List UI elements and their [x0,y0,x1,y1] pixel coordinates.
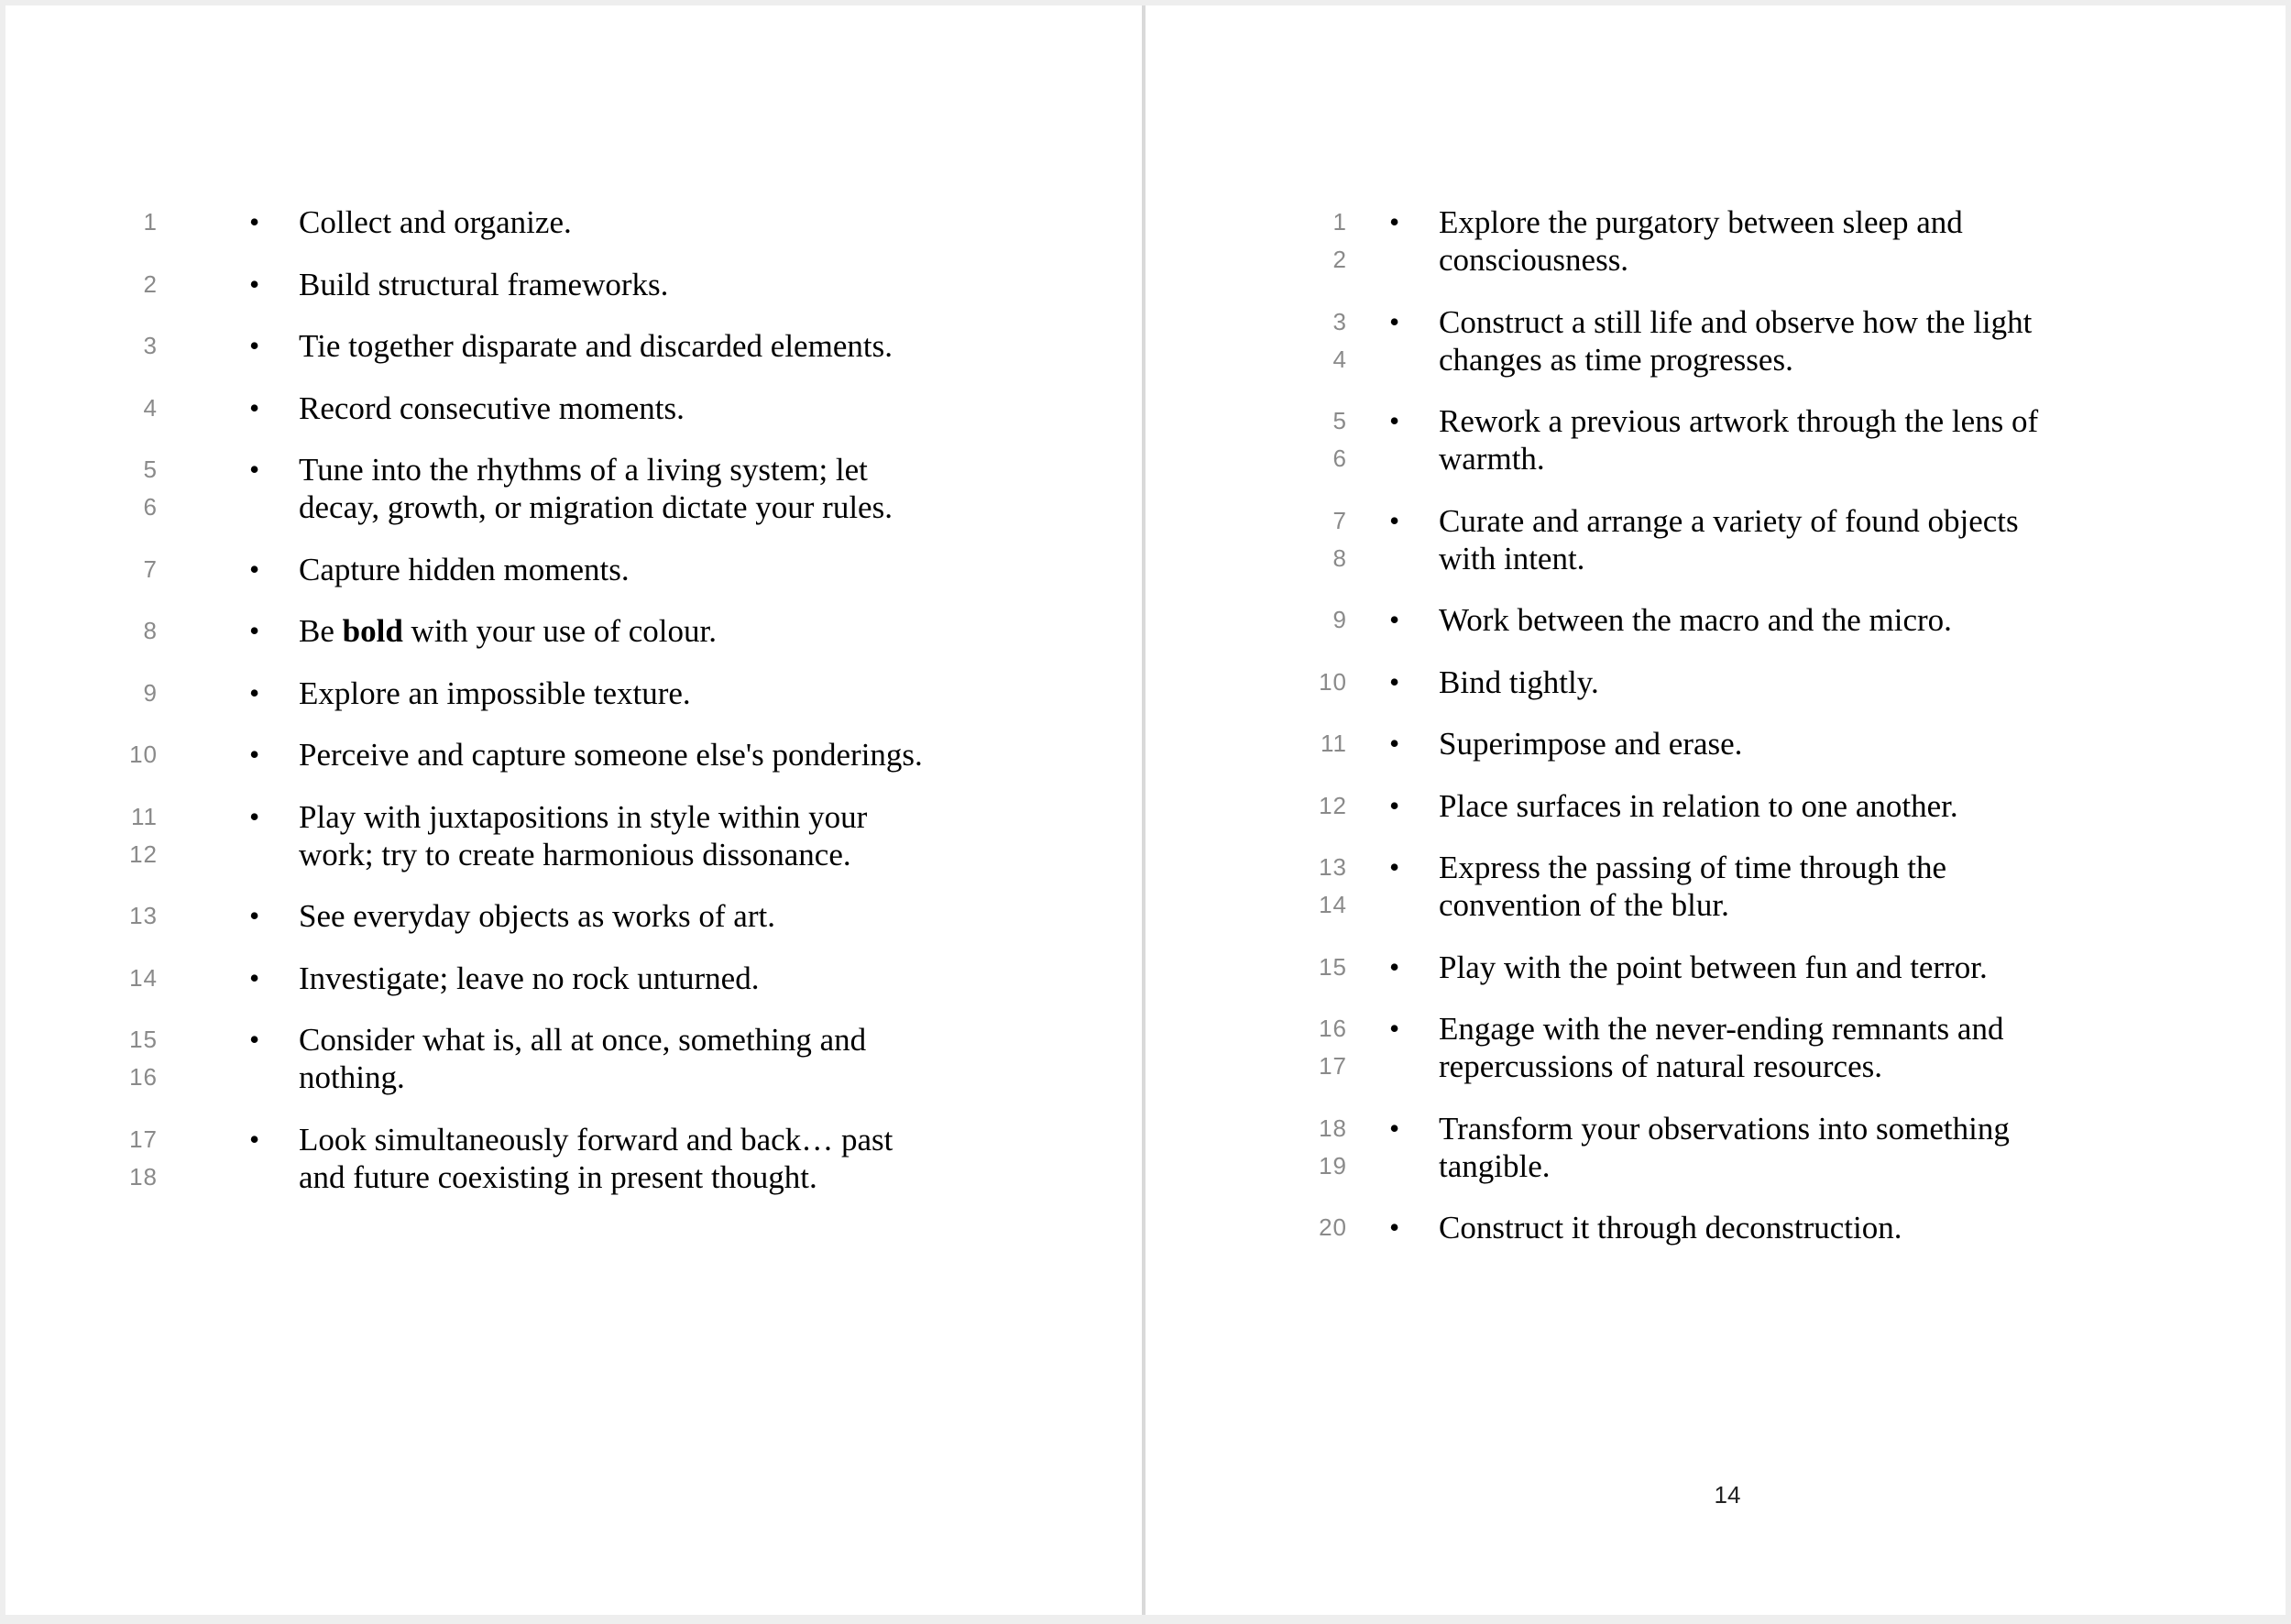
bullet-icon: • [1389,503,1400,537]
line-number: 9 [143,678,158,707]
bullet-icon: • [249,614,260,647]
list-item [1146,949,2286,986]
list-item [1146,664,2286,701]
line-number: 20 [1319,1213,1347,1241]
item-text: Investigate; leave no rock unturned. [299,960,760,996]
bullet-icon: • [249,267,260,301]
line-number: 16 [1319,1015,1347,1042]
item-text: Construct a still life and observe how the light [1439,303,2033,340]
item-text: nothing. [299,1059,405,1095]
item-text: Express the passing of time through the [1439,850,1947,885]
bullet-icon: • [249,1122,260,1156]
bullet-icon: • [249,799,260,833]
line-number: 18 [129,1162,158,1191]
item-text: Rework a previous artwork through the lens of [1439,403,2039,439]
item-text: Tune into the rhythms of a living system; let [299,452,868,488]
item-text: repercussions of natural resources. [1439,1048,1882,1084]
line-number: 6 [1332,444,1347,472]
line-number: 19 [1319,1151,1347,1180]
list-item [1146,787,2286,825]
list-item [5,327,1142,365]
list-item [5,798,1142,873]
bullet-icon: • [249,453,260,486]
list-item [5,551,1142,588]
line-number: 12 [1319,791,1347,819]
line-number: 1 [143,208,158,236]
line-number: 11 [131,802,158,830]
list-item [1146,601,2286,639]
item-text: and future coexisting in present thought. [299,1158,817,1195]
item-text: with intent. [1439,540,1585,576]
list-item [1146,203,2286,279]
line-number: 17 [129,1125,158,1153]
item-text: Capture hidden moments. [299,551,630,587]
item-text: Construct it through deconstruction. [1439,1210,1902,1245]
item-text: Curate and arrange a variety of found objects [1439,502,2019,539]
item-text: Place surfaces in relation to one another. [1439,787,1958,824]
list-item [5,1021,1142,1096]
line-number: 7 [1332,506,1347,534]
line-number: 14 [1319,891,1347,918]
bullet-icon: • [249,1023,260,1056]
item-text: decay, growth, or migration dictate your rules. [299,489,893,525]
line-number: 8 [1332,543,1347,572]
item-text: See everyday objects as works of art. [299,898,775,934]
item-text: warmth. [1439,441,1545,477]
bullet-icon: • [1389,788,1400,822]
bullet-icon: • [1389,850,1400,883]
line-number: 13 [129,902,158,929]
item-text: Transform your observations into something [1439,1110,2010,1147]
item-text: Consider what is, all at once, something and [299,1022,867,1058]
line-number: 3 [143,332,158,359]
bullet-icon: • [249,390,260,424]
right-page [1146,5,2286,1615]
line-number: 18 [1319,1114,1347,1142]
line-number: 3 [1332,307,1347,335]
line-number: 10 [129,741,158,768]
item-text: convention of the blur. [1439,887,1729,923]
line-number: 7 [143,554,158,583]
item-text: work; try to create harmonious dissonance. [299,836,851,872]
bullet-icon: • [249,899,260,932]
line-number: 10 [1319,667,1347,696]
line-number: 6 [143,493,158,521]
line-number: 9 [1332,606,1347,633]
bullet-icon: • [249,552,260,586]
line-number: 4 [1332,345,1347,373]
item-text-start: Be [299,613,343,649]
list-item [5,266,1142,303]
item-text-bold: bold [342,613,403,649]
bullet-icon: • [1389,1111,1400,1145]
bullet-icon: • [1389,949,1400,983]
item-text: consciousness. [1439,242,1629,278]
list-item [5,451,1142,526]
page-number: 14 [1714,1481,1741,1509]
line-number: 4 [143,393,158,422]
bullet-icon: • [249,675,260,709]
line-number: 8 [143,617,158,644]
list-item [5,203,1142,241]
item-text: changes as time progresses. [1439,341,1793,378]
list-item [1146,502,2286,577]
item-text: Look simultaneously forward and back… past [299,1121,893,1158]
list-item [5,960,1142,997]
item-text: Bind tightly. [1439,664,1599,700]
line-number: 14 [129,963,158,992]
line-number: 13 [1319,853,1347,881]
bullet-icon: • [1389,727,1400,760]
item-text-end: with your use of colour. [402,613,717,649]
line-number: 2 [1332,246,1347,273]
bullet-icon: • [249,329,260,362]
item-text: Engage with the never-ending remnants and [1439,1011,2004,1047]
item-text: Collect and organize. [299,204,572,240]
item-text: tangible. [1439,1147,1551,1184]
line-number: 1 [1332,208,1347,236]
list-item [5,1121,1142,1196]
item-text [299,612,959,650]
right-bullet-list [1146,203,2286,1271]
line-number: 2 [143,269,158,298]
bullet-icon: • [1389,404,1400,437]
line-number: 5 [1332,407,1347,434]
item-text: Work between the macro and the micro. [1439,602,1952,638]
list-item [5,897,1142,935]
line-number: 12 [129,839,158,868]
bullet-icon: • [1389,1012,1400,1045]
item-text: Play with the point between fun and terror. [1439,949,1988,985]
item-text: Explore an impossible texture. [299,675,691,711]
item-text: Explore the purgatory between sleep and [1439,204,1963,240]
line-number: 16 [129,1063,158,1091]
bullet-icon: • [1389,603,1400,636]
list-item [5,675,1142,712]
item-text: Build structural frameworks. [299,266,669,302]
line-number: 15 [1319,952,1347,981]
line-number: 17 [1319,1052,1347,1080]
bullet-icon: • [249,205,260,238]
list-item [1146,303,2286,379]
item-text: Play with juxtapositions in style within your [299,798,868,835]
bullet-icon: • [1389,205,1400,238]
item-text: Perceive and capture someone else's ponderings. [299,737,923,773]
list-item [5,612,1142,650]
list-item [5,736,1142,774]
line-number: 11 [1321,730,1347,757]
line-number: 5 [143,455,158,483]
bullet-icon: • [1389,664,1400,698]
item-text: Tie together disparate and discarded elements. [299,328,893,364]
bullet-icon: • [1389,1211,1400,1244]
line-number: 15 [129,1026,158,1053]
item-text: Record consecutive moments. [299,390,685,426]
list-item [1146,402,2286,477]
list-item [1146,1010,2286,1085]
list-item [5,390,1142,427]
list-item [1146,1209,2286,1246]
list-item [1146,1110,2286,1185]
left-page [5,5,1142,1615]
bullet-icon: • [249,738,260,771]
bullet-icon: • [1389,304,1400,338]
item-text: Superimpose and erase. [1439,726,1743,762]
list-item [1146,849,2286,924]
list-item [1146,725,2286,763]
left-bullet-list [5,203,1142,1220]
bullet-icon: • [249,960,260,994]
